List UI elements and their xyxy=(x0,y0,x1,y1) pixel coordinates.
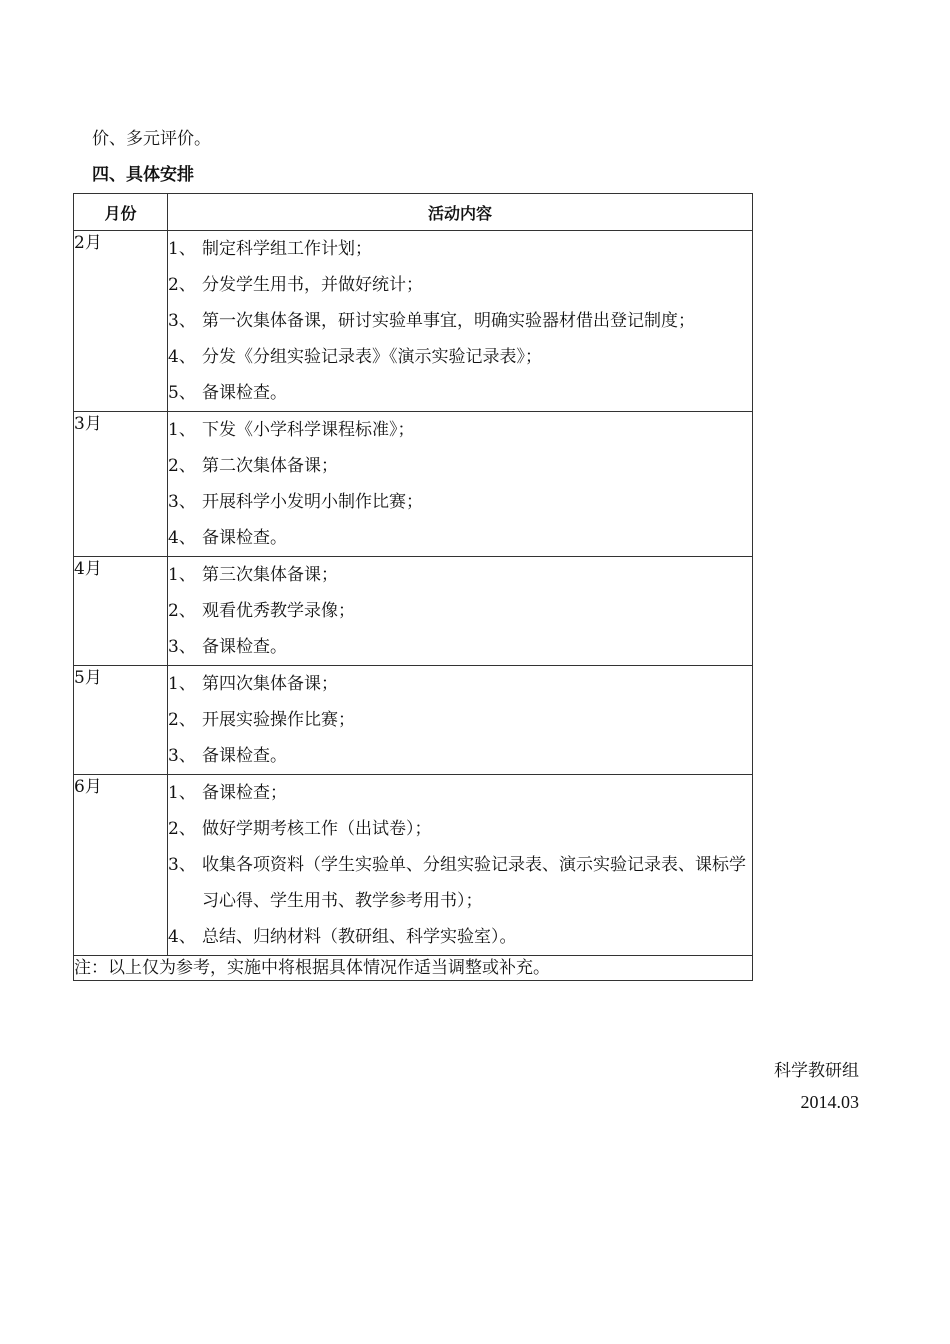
activity-item-text: 做好学期考核工作（出试卷）； xyxy=(202,819,432,839)
activity-cell xyxy=(168,557,753,666)
activity-item xyxy=(168,702,752,738)
table-header-row xyxy=(74,194,753,231)
activity-item-text: 收集各项资料（学生实验单、分组实验记录表、演示实验记录表、课标学习心得、学生用书、教学参考用书）； xyxy=(202,855,746,911)
table-body xyxy=(74,231,753,956)
activity-item-number: 2、 xyxy=(168,710,196,730)
activity-item-number: 1、 xyxy=(168,239,196,259)
activity-item xyxy=(168,557,752,593)
activity-item xyxy=(168,919,752,955)
activity-cell xyxy=(168,231,753,412)
activity-item-text: 分发《分组实验记录表》《演示实验记录表》； xyxy=(202,347,542,367)
note-row xyxy=(74,956,753,981)
signature-date: 2014.03 xyxy=(800,1092,859,1112)
activity-item-number: 5、 xyxy=(168,383,196,403)
activity-item-number: 1、 xyxy=(168,565,196,585)
activity-item-text: 第一次集体备课，研讨实验单事宜，明确实验器材借出登记制度； xyxy=(202,311,695,331)
activity-item-number: 4、 xyxy=(168,528,196,548)
month-column-header: 月份 xyxy=(74,194,168,231)
activity-item-number: 3、 xyxy=(168,492,196,512)
activity-item xyxy=(168,629,752,665)
month-cell: 6月 xyxy=(74,775,168,956)
activity-item xyxy=(168,484,752,520)
activity-item xyxy=(168,412,752,448)
activity-item-number: 2、 xyxy=(168,601,196,621)
activity-item xyxy=(168,811,752,847)
activity-item-text: 开展实验操作比赛； xyxy=(202,710,355,730)
activity-item xyxy=(168,448,752,484)
activity-item-number: 2、 xyxy=(168,456,196,476)
activity-item-text: 下发《小学科学课程标准》； xyxy=(202,420,415,440)
activity-item-number: 1、 xyxy=(168,674,196,694)
activity-item-text: 备课检查。 xyxy=(202,637,287,657)
activity-item-number: 2、 xyxy=(168,275,196,295)
activity-item-number: 3、 xyxy=(168,746,196,766)
activity-item xyxy=(168,593,752,629)
activity-item xyxy=(168,847,752,919)
signature-org: 科学教研组 xyxy=(774,1061,859,1081)
activity-item-text: 备课检查； xyxy=(202,783,287,803)
activity-item-text: 备课检查。 xyxy=(202,746,287,766)
activity-item-text: 总结、归纳材料（教研组、科学实验室）。 xyxy=(202,927,517,947)
month-cell: 2月 xyxy=(74,231,168,412)
activity-item xyxy=(168,339,752,375)
activity-item-text: 第二次集体备课； xyxy=(202,456,338,476)
table-note: 注：以上仅为参考，实施中将根据具体情况作适当调整或补充。 xyxy=(74,956,753,981)
activity-item xyxy=(168,231,752,267)
activity-item-number: 1、 xyxy=(168,783,196,803)
activity-item-number: 2、 xyxy=(168,819,196,839)
month-cell: 5月 xyxy=(74,666,168,775)
activity-item-number: 1、 xyxy=(168,420,196,440)
activity-item xyxy=(168,666,752,702)
month-cell: 4月 xyxy=(74,557,168,666)
activity-item xyxy=(168,375,752,411)
table-row xyxy=(74,666,753,775)
table-row xyxy=(74,775,753,956)
activity-item-text: 备课检查。 xyxy=(202,383,287,403)
activity-item-number: 3、 xyxy=(168,855,196,875)
schedule-table xyxy=(73,193,753,981)
table-row xyxy=(74,412,753,557)
activity-item-text: 第三次集体备课； xyxy=(202,565,338,585)
activity-item-number: 3、 xyxy=(168,311,196,331)
intro-text: 价、多元评价。 xyxy=(92,129,211,149)
activity-cell xyxy=(168,412,753,557)
activity-item xyxy=(168,775,752,811)
section-heading: 四、具体安排 xyxy=(92,165,194,185)
table-row xyxy=(74,557,753,666)
activity-item-number: 4、 xyxy=(168,347,196,367)
activity-item-text: 备课检查。 xyxy=(202,528,287,548)
activity-item-text: 制定科学组工作计划； xyxy=(202,239,372,259)
activity-item-text: 第四次集体备课； xyxy=(202,674,338,694)
activity-item xyxy=(168,520,752,556)
activity-item-text: 分发学生用书，并做好统计； xyxy=(202,275,423,295)
activity-item xyxy=(168,303,752,339)
month-cell: 3月 xyxy=(74,412,168,557)
activity-item-number: 3、 xyxy=(168,637,196,657)
activity-item-number: 4、 xyxy=(168,927,196,947)
activity-cell xyxy=(168,775,753,956)
activity-item-text: 观看优秀教学录像； xyxy=(202,601,355,621)
table-row xyxy=(74,231,753,412)
activity-cell xyxy=(168,666,753,775)
activity-item-text: 开展科学小发明小制作比赛； xyxy=(202,492,423,512)
activity-item xyxy=(168,267,752,303)
content-column-header: 活动内容 xyxy=(168,194,753,231)
activity-item xyxy=(168,738,752,774)
